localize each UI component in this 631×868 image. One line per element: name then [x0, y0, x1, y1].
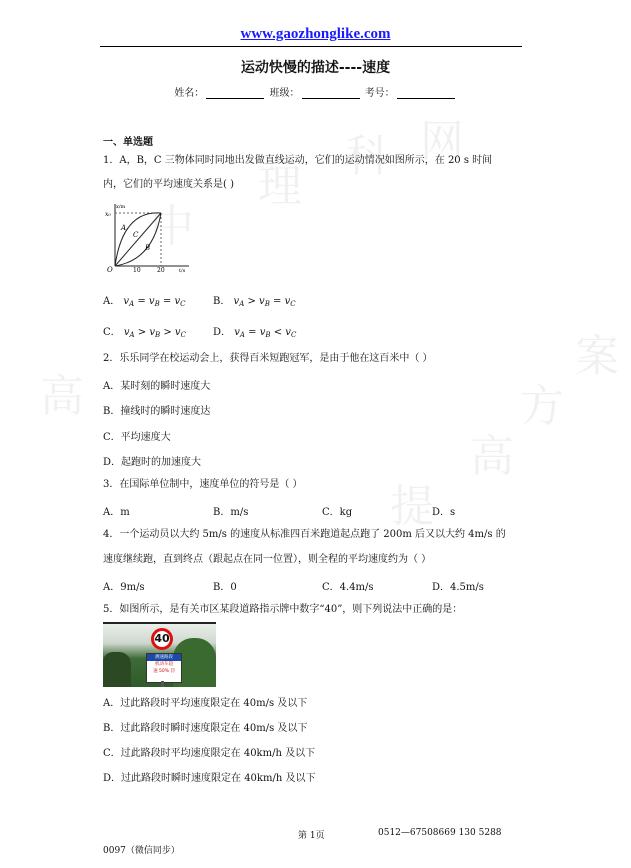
var: v	[285, 327, 291, 338]
header-divider	[100, 46, 522, 47]
question-4-line1: 4．一个运动员以大约 5m/s 的速度从标准四百米跑道起点跑了 200m 后又以大约 4m/s 的	[103, 529, 506, 540]
tree-left	[103, 652, 131, 687]
q5-option-b[interactable]: B．过此路段时瞬时速度限定在 40m/s 及以下	[103, 723, 308, 734]
var: v	[284, 296, 291, 307]
y-tick-label: x₀	[105, 211, 111, 218]
curve-a-label: A	[121, 224, 127, 232]
exam-no-label: 考号：	[364, 88, 395, 99]
q1-option-d[interactable]	[213, 323, 296, 339]
q5-option-a[interactable]: A．过此路段时平均速度限定在 40m/s 及以下	[103, 698, 308, 709]
var: v	[233, 296, 240, 307]
var: v	[174, 296, 181, 307]
watermark-char: 科	[345, 131, 389, 182]
q1-option-b[interactable]	[213, 292, 296, 308]
q2-option-c[interactable]: C．平均速度大	[103, 432, 171, 443]
watermark-char: 高	[470, 431, 514, 482]
sub: A	[129, 331, 135, 339]
x-axis-label: t/s	[179, 268, 186, 274]
q4-option-c[interactable]: C．4.4m/s	[322, 582, 374, 593]
name-blank	[206, 88, 264, 99]
op: =	[273, 296, 282, 307]
watermark-char: 案	[575, 331, 619, 382]
x-tick-20: 20	[157, 267, 165, 274]
sign-plate	[146, 653, 182, 683]
var: v	[259, 296, 265, 307]
var: v	[234, 327, 240, 338]
q5-option-d[interactable]: D．过此路段时瞬时速度限定在 40km/h 及以下	[103, 773, 316, 784]
op: =	[137, 296, 146, 307]
op: =	[248, 327, 257, 338]
page-title: 运动快慢的描述----速度	[240, 60, 391, 76]
var: v	[123, 327, 130, 338]
q3-option-b[interactable]: B．m/s	[213, 507, 249, 518]
op: <	[273, 327, 283, 338]
q2-option-b[interactable]: B．撞线时的瞬时速度达	[103, 406, 211, 417]
sub: B	[264, 300, 270, 308]
op: >	[137, 327, 147, 338]
watermark-char: 提	[390, 481, 434, 532]
curve-b-label: B	[145, 244, 151, 252]
speed-limit-sign: 40	[151, 628, 173, 650]
sub: C	[290, 300, 296, 308]
q3-option-d[interactable]: D．s	[432, 507, 456, 518]
var: v	[123, 296, 130, 307]
q5-option-c[interactable]: C．过此路段时平均速度限定在 40km/h 及以下	[103, 748, 316, 759]
origin-label: O	[107, 266, 113, 274]
option-label: B．	[213, 296, 231, 307]
sub: C	[180, 331, 186, 339]
sign-plate-line3: 速 50% 罚	[153, 669, 175, 674]
watermark-char: 方	[520, 381, 564, 432]
watermark-char: 高	[40, 371, 84, 422]
var: v	[174, 327, 181, 338]
q3-option-a[interactable]: A．m	[103, 507, 130, 518]
sub: C	[180, 300, 186, 308]
question-4-line2: 速度继续跑，直到终点（跟起点在同一位置），则全程的平均速度约为（ ）	[103, 554, 432, 565]
sub: B	[154, 331, 161, 339]
var: v	[259, 327, 266, 338]
footer-page-number: 第 1页	[298, 831, 325, 841]
student-info-fields	[0, 84, 631, 99]
speed-sign-photo	[103, 622, 216, 687]
q2-option-d[interactable]: D．起跑时的加速度大	[103, 457, 202, 468]
q4-option-a[interactable]: A．9m/s	[103, 582, 145, 593]
watermark-char: 理	[258, 161, 302, 212]
q1-position-time-graph	[103, 200, 195, 276]
sign-plate-line1: 测速路段	[147, 654, 181, 661]
sub: A	[129, 300, 135, 308]
watermark-char: 网	[420, 116, 464, 167]
var: v	[148, 296, 155, 307]
q3-option-c[interactable]: C．kg	[322, 507, 353, 518]
curve-c-label: C	[133, 231, 139, 239]
section-heading: 一、单选题	[103, 137, 153, 148]
q4-option-d[interactable]: D．4.5m/s	[432, 582, 484, 593]
sub: B	[265, 331, 271, 339]
q1-option-c[interactable]	[103, 323, 186, 339]
header-site-link[interactable]: www.gaozhonglike.com	[240, 26, 391, 42]
footer-wechat: 0097（微信同步）	[103, 846, 180, 856]
class-blank	[302, 88, 360, 99]
class-label: 班级：	[269, 88, 300, 99]
sub: B	[154, 300, 160, 308]
option-label: D．	[213, 327, 232, 338]
sub: C	[290, 331, 297, 339]
sign-pole	[161, 681, 164, 687]
option-label: A．	[103, 296, 121, 307]
var: v	[149, 327, 155, 338]
y-axis-label: x/m	[116, 204, 126, 210]
q1-option-a[interactable]	[103, 292, 186, 308]
question-3: 3．在国际单位制中，速度单位的符号是（ ）	[103, 479, 303, 490]
question-5: 5．如图所示，是有关市区某段道路指示牌中数字“40”，则下列说法中正确的是：	[103, 604, 463, 615]
option-label: C．	[103, 327, 121, 338]
watermark-char: 中	[150, 201, 194, 252]
sub: A	[239, 331, 245, 339]
name-label: 姓名：	[174, 88, 205, 99]
q4-option-b[interactable]: B．0	[213, 582, 237, 593]
op: =	[162, 296, 172, 307]
op: >	[163, 327, 172, 338]
exam-no-blank	[397, 88, 455, 99]
sign-plate-line2: 机动车超	[155, 662, 173, 667]
sub: A	[239, 300, 245, 308]
x-tick-10: 10	[133, 267, 141, 274]
q2-option-a[interactable]: A．某时刻的瞬时速度大	[103, 381, 211, 392]
question-1-line2: 内，它们的平均速度关系是( )	[103, 179, 234, 190]
question-1-line1: 1．A，B，C 三物体同时同地出发做直线运动，它们的运动情况如图所示，在 20 s 时间	[103, 155, 493, 166]
op: >	[247, 296, 256, 307]
question-2: 2．乐乐同学在校运动会上，获得百米短跑冠军，是由于他在这百米中（ ）	[103, 353, 433, 364]
footer-phone: 0512—67508669 130 5288	[378, 828, 502, 838]
